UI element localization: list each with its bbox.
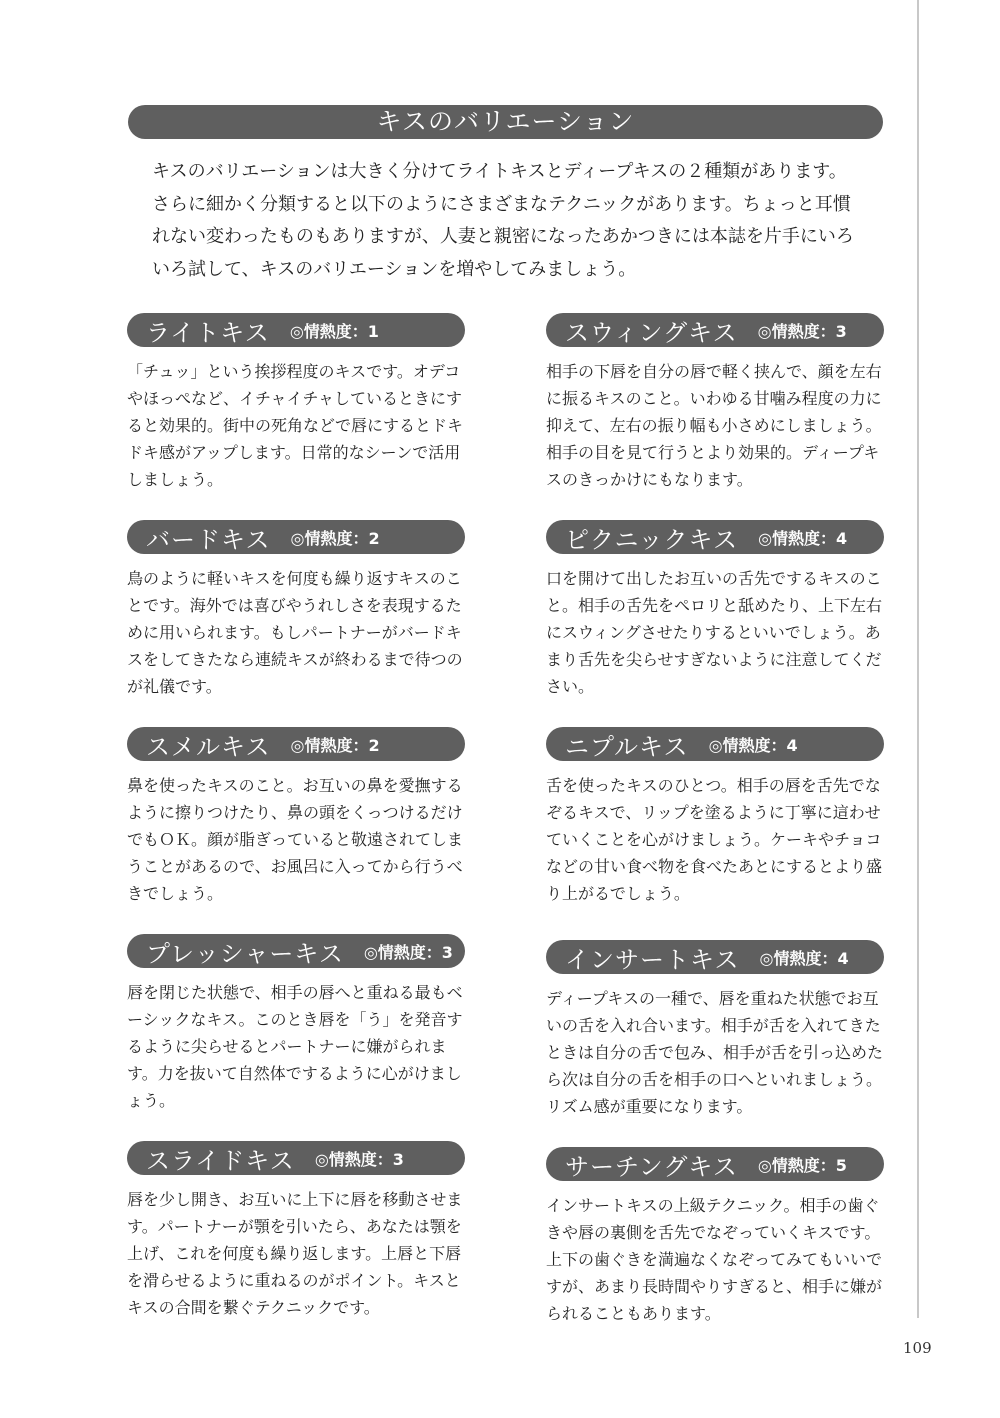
page-number: 109 (903, 1339, 932, 1357)
passion-level: ◎情熱度：4 (758, 528, 848, 548)
section-body: 唇を少し開き、お互いに上下に唇を移動させます。パートナーが顎を引いたら、あなたは顎を上げ、これを何度も繰り返します。上唇と下唇を滑らせるように重ねるのがポイント。キスとキスの合間を繋ぐテクニックです。 (127, 1190, 463, 1317)
section-body: 「チュッ」という挨拶程度のキスです。オデコやほっぺなど、イチャイチャしているときにすると効果的。街中の死角などで唇にするとドキドキ感がアップします。日常的なシーンで活用しましょう。 (127, 362, 464, 489)
section-header (546, 727, 884, 761)
section-body: 口を開けて出したお互いの舌先でするキスのこと。相手の舌先をペロリと舐めたり、上下左右にスウィングさせたりするといいでしょう。あまり舌先を尖らせすぎないように注意してください。 (546, 569, 883, 696)
section-pressure-kiss (127, 934, 465, 1114)
section-picnic-kiss (546, 520, 884, 700)
section-header (546, 313, 884, 347)
section-body: 相手の下唇を自分の唇で軽く挟んで、顔を左右に振るキスのこと。いわゆる甘噛み程度の力に抑えて、左右の振り幅も小さめにしましょう。相手の目を見て行うとより効果的。ディープキスのきっかけにもなります。 (546, 362, 882, 489)
section-header (127, 313, 465, 347)
page-title: キスのバリエーション (128, 105, 883, 139)
section-body: 唇を閉じた状態で、相手の唇へと重ねる最もベーシックなキス。このとき唇を「う」を発音するように尖らせるとパートナーに嫌がられます。力を抜いて自然体でするように心がけましょう。 (127, 983, 463, 1110)
intro-paragraph: キスのバリエーションは大きく分けてライトキスとディープキスの２種類があります。さらに細かく分類すると以下のようにさまざまなテクニックがあります。ちょっと耳慣れない変わったものもありますが、人妻と親密になったあかつきには本誌を片手にいろいろ試して、キスのバリエーションを増やしてみましょう。 (152, 161, 854, 280)
section-nipple-kiss (546, 727, 884, 907)
passion-level: ◎情熱度：4 (759, 948, 849, 968)
section-smell-kiss (127, 727, 465, 907)
passion-level: ◎情熱度：5 (757, 1155, 847, 1175)
passion-level: ◎情熱度：3 (314, 1149, 404, 1169)
section-header (127, 934, 465, 968)
section-header (546, 520, 884, 554)
section-header (127, 727, 465, 761)
section-title: スウィングキス (565, 318, 738, 347)
section-body: 鼻を使ったキスのこと。お互いの鼻を愛撫するように擦りつけたり、鼻の頭をくっつけるだけでもＯＫ。顔が脂ぎっていると敬遠されてしまうことがあるので、お風呂に入ってから行うべきでしょう。 (127, 776, 464, 903)
section-title: ピクニックキス (565, 525, 739, 554)
passion-level: ◎情熱度：2 (290, 735, 380, 755)
section-header (546, 1147, 884, 1181)
section-header (127, 1141, 465, 1175)
section-body: 舌を使ったキスのひとつ。相手の唇を舌先でなぞるキスで、リップを塗るように丁寧に這わせていくことを心がけましょう。ケーキやチョコなどの甘い食べ物を食べたあとにするとより盛り上がるでしょう。 (546, 776, 883, 903)
page-edge-line (917, 0, 919, 1318)
passion-level: ◎情熱度：2 (290, 528, 380, 548)
section-title: ライトキス (146, 318, 270, 347)
passion-level: ◎情熱度：3 (757, 321, 847, 341)
section-title: ニプルキス (565, 732, 689, 761)
section-swing-kiss (546, 313, 884, 493)
passion-level: ◎情熱度：4 (708, 735, 798, 755)
section-header (127, 520, 465, 554)
section-title: インサートキス (565, 945, 740, 974)
passion-level: ◎情熱度：1 (289, 321, 379, 341)
passion-level: ◎情熱度：3 (363, 942, 453, 962)
section-title: サーチングキス (565, 1152, 738, 1181)
section-body: 鳥のように軽いキスを何度も繰り返すキスのことです。海外では喜びやうれしさを表現するために用いられます。もしパートナーがバードキスをしてきたなら連続キスが終わるまで待つのが礼儀です。 (127, 569, 463, 696)
section-searching-kiss (546, 1147, 884, 1327)
section-insert-kiss (546, 940, 884, 1120)
section-title: スライドキス (146, 1146, 295, 1175)
section-title: スメルキス (146, 732, 271, 761)
section-title: バードキス (146, 525, 271, 554)
section-bird-kiss (127, 520, 465, 700)
section-slide-kiss (127, 1141, 465, 1321)
section-body: ディープキスの一種で、唇を重ねた状態でお互いの舌を入れ合います。相手が舌を入れてきたときは自分の舌で包み、相手が舌を引っ込めたら次は自分の舌を相手の口へといれましょう。リズム感が重要になります。 (546, 989, 883, 1116)
section-body: インサートキスの上級テクニック。相手の歯ぐきや唇の裏側を舌先でなぞっていくキスです。上下の歯ぐきを満遍なくなぞってみてもいいですが、あまり長時間やりすぎると、相手に嫌がられることもあります。 (546, 1196, 883, 1323)
section-header (546, 940, 884, 974)
section-title: プレッシャーキス (146, 939, 344, 968)
section-light-kiss (127, 313, 465, 493)
